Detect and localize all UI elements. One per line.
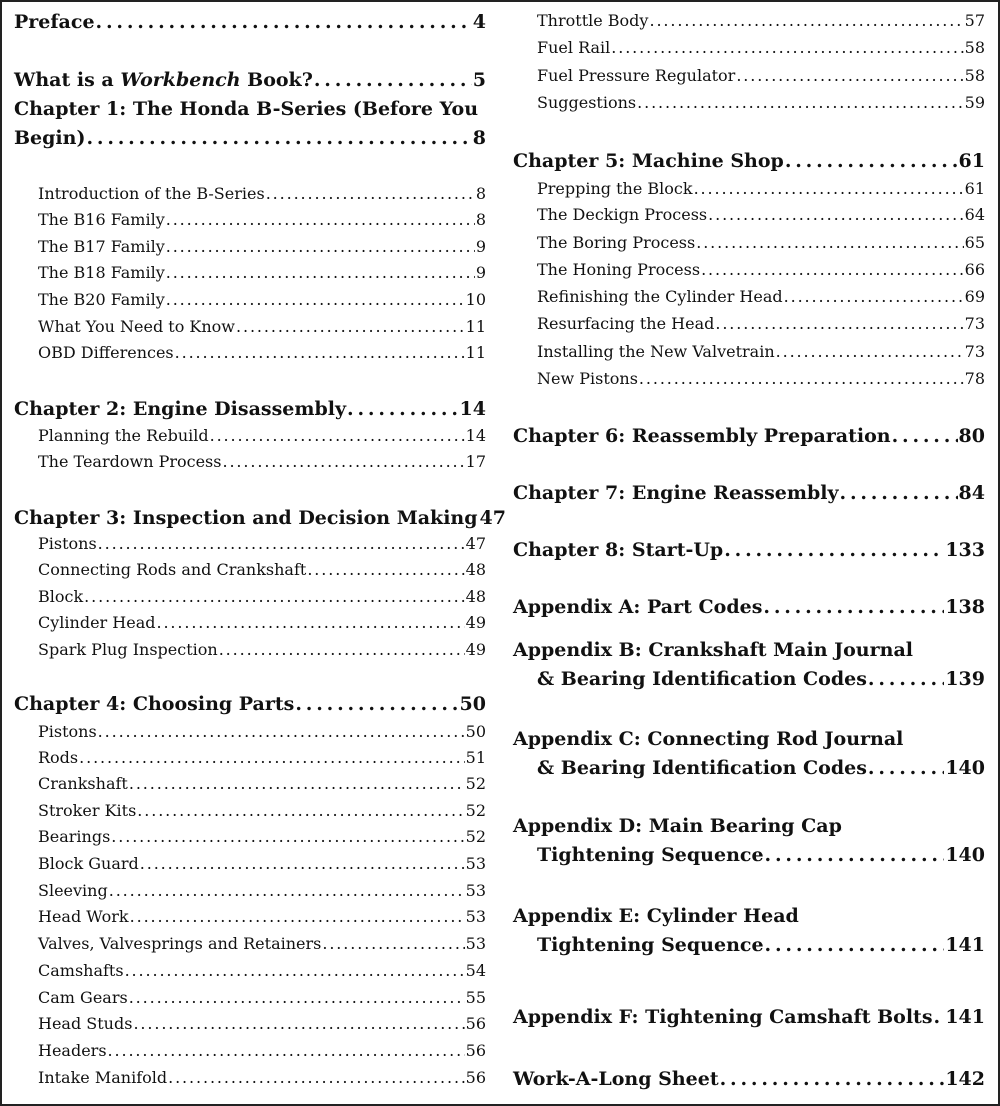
page-number: 9: [475, 237, 486, 256]
toc-entry-line[interactable]: [513, 481, 985, 505]
toc-entry-line[interactable]: [38, 316, 486, 338]
toc-entry-title: Throttle Body: [537, 11, 649, 30]
page-number: 48: [465, 560, 486, 579]
page-number: 65: [964, 233, 985, 252]
page-number: 10: [465, 290, 486, 309]
dot-leader: [295, 692, 458, 716]
dot-leader: [765, 843, 945, 867]
dot-leader: [784, 286, 964, 308]
toc-entry-title: Installing the New Valvetrain: [537, 342, 775, 361]
toc-entry-title: The B18 Family: [38, 263, 165, 282]
dot-leader: [765, 933, 945, 957]
toc-entry-title: Chapter 6: Reassembly Preparation: [513, 425, 891, 447]
toc-entry-line[interactable]: [38, 451, 486, 473]
dot-leader: [736, 65, 963, 87]
page-number: 53: [465, 907, 486, 926]
toc-entry-title: Chapter 2: Engine Disassembly: [14, 398, 347, 420]
toc-entry-line[interactable]: [38, 342, 486, 364]
dot-leader: [868, 667, 944, 691]
dot-leader: [892, 424, 958, 448]
dot-leader: [266, 183, 475, 205]
toc-entry-line[interactable]: [38, 987, 486, 1009]
toc-entry-title: Resurfacing the Head: [537, 314, 715, 333]
toc-entry-line[interactable]: [38, 880, 486, 902]
toc-entry-title: What You Need to Know: [38, 317, 235, 336]
toc-entry-title: Chapter 3: Inspection and Decision Making: [14, 507, 478, 529]
dot-leader: [236, 316, 465, 338]
dot-leader: [166, 289, 465, 311]
page-number: 9: [475, 263, 486, 282]
toc-entry-title: Appendix A: Part Codes: [513, 596, 763, 618]
page-number: 47: [465, 534, 486, 553]
dot-leader: [696, 232, 963, 254]
toc-entry-title: Pistons: [38, 722, 97, 741]
toc-entry-title-line1: Appendix D: Main Bearing Cap: [513, 815, 842, 837]
page-number: 49: [465, 640, 486, 659]
toc-entry-line[interactable]: [537, 843, 985, 867]
toc-entry-line[interactable]: [537, 178, 985, 200]
toc-entry-line[interactable]: [38, 1013, 486, 1035]
toc-entry-line[interactable]: [38, 289, 486, 311]
page-number: 66: [964, 260, 985, 279]
toc-entry-title: The B16 Family: [38, 210, 165, 229]
toc-entry-line[interactable]: [38, 425, 486, 447]
toc-entry-title: OBD Differences: [38, 343, 174, 362]
toc-entry-line[interactable]: [38, 933, 486, 955]
toc-entry-title: & Bearing Identification Codes: [537, 668, 867, 690]
dot-leader: [637, 92, 964, 114]
page-number: 133: [945, 539, 985, 561]
toc-entry-line[interactable]: [14, 506, 506, 530]
dot-leader: [140, 853, 465, 875]
toc-entry-title: The Deckign Process: [537, 205, 708, 224]
dot-leader: [720, 1067, 945, 1091]
dot-leader: [86, 126, 471, 150]
dot-leader: [166, 209, 475, 231]
toc-entry-title: Head Studs: [38, 1014, 133, 1033]
toc-entry-title: Cam Gears: [38, 988, 128, 1007]
toc-entry-title: Block Guard: [38, 854, 139, 873]
toc-entry-title: Chapter 4: Choosing Parts: [14, 693, 295, 715]
page-number: 11: [465, 317, 486, 336]
toc-entry-line[interactable]: [537, 65, 985, 87]
toc-entry-line[interactable]: [38, 960, 486, 982]
page-number: 8: [475, 210, 486, 229]
toc-entry-line[interactable]: [38, 559, 486, 581]
page-number: 140: [945, 757, 985, 779]
toc-entry-line[interactable]: [14, 68, 486, 92]
toc-entry-line[interactable]: [537, 313, 985, 335]
page-number: 56: [465, 1014, 486, 1033]
dot-leader: [934, 1005, 945, 1029]
toc-entry-line[interactable]: [38, 826, 486, 848]
toc-entry-line[interactable]: [537, 92, 985, 114]
page-number: 52: [465, 827, 486, 846]
toc-entry-title: Head Work: [38, 907, 129, 926]
page-number: 73: [964, 342, 985, 361]
dot-leader: [109, 880, 465, 902]
toc-entry-line[interactable]: [537, 933, 985, 957]
dot-leader: [222, 451, 464, 473]
toc-entry-title: New Pistons: [537, 369, 638, 388]
toc-entry-title-line1: Appendix B: Crankshaft Main Journal: [513, 639, 913, 661]
toc-entry-line[interactable]: [14, 397, 486, 421]
toc-entry-title: Stroker Kits: [38, 801, 137, 820]
toc-entry-line[interactable]: [14, 692, 486, 716]
dot-leader: [166, 236, 475, 258]
toc-entry-title: Tightening Sequence: [537, 844, 764, 866]
dot-leader: [785, 149, 958, 173]
dot-leader: [175, 342, 465, 364]
toc-entry-title: Camshafts: [38, 961, 124, 980]
dot-leader: [724, 538, 944, 562]
page-number: 4: [472, 11, 486, 33]
toc-entry-line[interactable]: [38, 209, 486, 231]
page-number: 55: [465, 988, 486, 1007]
toc-entry-line[interactable]: [513, 538, 985, 562]
dot-leader: [219, 639, 465, 661]
toc-entry-title: Fuel Rail: [537, 38, 611, 57]
page-number: 53: [465, 881, 486, 900]
toc-entry-title: Suggestions: [537, 93, 637, 112]
toc-entry-line[interactable]: [513, 424, 985, 448]
toc-entry-line[interactable]: [537, 232, 985, 254]
page-number: 73: [964, 314, 985, 333]
dot-leader: [314, 68, 472, 92]
dot-leader: [108, 1040, 465, 1062]
dot-leader: [129, 987, 465, 1009]
toc-entry-line[interactable]: [537, 368, 985, 390]
dot-leader: [210, 425, 465, 447]
toc-entry-title: Fuel Pressure Regulator: [537, 66, 736, 85]
dot-leader: [98, 533, 465, 555]
toc-entry-title: Appendix F: Tightening Camshaft Bolts: [513, 1006, 933, 1028]
page-number: 53: [465, 854, 486, 873]
page-number: 64: [964, 205, 985, 224]
toc-entry-title-emphasis: Workbench: [120, 69, 241, 91]
toc-entry-title: Planning the Rebuild: [38, 426, 209, 445]
dot-leader: [137, 800, 464, 822]
dot-leader: [763, 595, 944, 619]
dot-leader: [322, 933, 464, 955]
page-number: 138: [945, 596, 985, 618]
toc-entry-line[interactable]: [537, 10, 985, 32]
page-number: 80: [958, 425, 985, 447]
page-number: 5: [472, 69, 486, 91]
dot-leader: [868, 756, 944, 780]
toc-entry-line[interactable]: [513, 1067, 985, 1091]
page-number: 52: [465, 774, 486, 793]
toc-entry-title: Crankshaft: [38, 774, 128, 793]
toc-entry-line[interactable]: [537, 667, 985, 691]
toc-entry-title: Begin): [14, 127, 86, 149]
dot-leader: [96, 10, 472, 34]
toc-entry-title: Pistons: [38, 534, 97, 553]
page-number: 142: [945, 1068, 985, 1090]
page-number: 54: [465, 961, 486, 980]
page-number: 52: [465, 801, 486, 820]
dot-leader: [639, 368, 964, 390]
toc-entry-line[interactable]: [38, 747, 486, 769]
page-number: 57: [964, 11, 985, 30]
page-number: 50: [465, 722, 486, 741]
toc-entry-title: Rods: [38, 748, 79, 767]
toc-entry-line[interactable]: [38, 586, 486, 608]
toc-entry-line[interactable]: [537, 341, 985, 363]
toc-entry-title-line1: Chapter 1: The Honda B-Series (Before You: [14, 98, 479, 120]
dot-leader: [715, 313, 963, 335]
page-number: 56: [465, 1068, 486, 1087]
dot-leader: [307, 559, 464, 581]
toc-entry-title-line1: Appendix E: Cylinder Head: [513, 905, 799, 927]
toc-entry-title: Preface: [14, 11, 95, 33]
page-number: 69: [964, 287, 985, 306]
toc-entry-title: Block: [38, 587, 84, 606]
page-number: 11: [465, 343, 486, 362]
page-number: 47: [479, 507, 506, 529]
toc-entry-title: Chapter 7: Engine Reassembly: [513, 482, 839, 504]
toc-entry-title: The B20 Family: [38, 290, 165, 309]
dot-leader: [611, 37, 963, 59]
toc-entry-title: What is a Workbench Book?: [14, 69, 313, 91]
dot-leader: [156, 612, 464, 634]
toc-entry-title: The Boring Process: [537, 233, 696, 252]
page-number: 49: [465, 613, 486, 632]
dot-leader: [168, 1067, 465, 1089]
toc-entry-title: Intake Manifold: [38, 1068, 168, 1087]
dot-leader: [840, 481, 958, 505]
toc-entry-line[interactable]: [38, 853, 486, 875]
toc-entry-title: Tightening Sequence: [537, 934, 764, 956]
toc-entry-title: The Honing Process: [537, 260, 701, 279]
toc-entry-title: Prepping the Block: [537, 179, 693, 198]
toc-entry-line[interactable]: [513, 149, 985, 173]
dot-leader: [130, 906, 465, 928]
toc-entry-line[interactable]: [38, 639, 486, 661]
dot-leader: [166, 262, 475, 284]
page-number: 78: [964, 369, 985, 388]
page-number: 48: [465, 587, 486, 606]
page-number: 58: [964, 66, 985, 85]
page-number: 51: [465, 748, 486, 767]
dot-leader: [649, 10, 963, 32]
toc-entry-title: Chapter 8: Start-Up: [513, 539, 724, 561]
page-number: 17: [465, 452, 486, 471]
toc-entry-line[interactable]: [537, 756, 985, 780]
toc-entry-line[interactable]: [14, 10, 486, 34]
dot-leader: [125, 960, 465, 982]
toc-entry-title: Connecting Rods and Crankshaft: [38, 560, 307, 579]
page-number: 58: [964, 38, 985, 57]
page-number: 141: [945, 1006, 985, 1028]
toc-entry-title: & Bearing Identification Codes: [537, 757, 867, 779]
toc-entry-line[interactable]: [38, 262, 486, 284]
dot-leader: [79, 747, 465, 769]
toc-entry-line[interactable]: [38, 800, 486, 822]
dot-leader: [129, 773, 465, 795]
page-number: 59: [964, 93, 985, 112]
page-number: 8: [472, 127, 486, 149]
toc-entry-line[interactable]: [38, 1040, 486, 1062]
toc-entry-line[interactable]: [513, 595, 985, 619]
toc-entry-line[interactable]: [537, 259, 985, 281]
toc-entry-title: Bearings: [38, 827, 111, 846]
toc-entry-title: Chapter 5: Machine Shop: [513, 150, 784, 172]
toc-entry-line[interactable]: [38, 236, 486, 258]
page-number: 61: [964, 179, 985, 198]
toc-entry-line[interactable]: [38, 183, 486, 205]
page-number: 53: [465, 934, 486, 953]
toc-entry-line[interactable]: [38, 721, 486, 743]
toc-entry-title: The B17 Family: [38, 237, 165, 256]
dot-leader: [111, 826, 464, 848]
dot-leader: [708, 204, 964, 226]
toc-entry-line[interactable]: [38, 773, 486, 795]
toc-entry-title: Headers: [38, 1041, 107, 1060]
toc-entry-line[interactable]: [38, 1067, 486, 1089]
page-number: 61: [958, 150, 985, 172]
dot-leader: [84, 586, 464, 608]
toc-entry-title: Introduction of the B-Series: [38, 184, 265, 203]
page-number: 139: [945, 668, 985, 690]
toc-entry-line[interactable]: [38, 533, 486, 555]
page-number: 84: [958, 482, 985, 504]
toc-entry-title: Spark Plug Inspection: [38, 640, 218, 659]
toc-entry-title: Sleeving: [38, 881, 108, 900]
dot-leader: [347, 397, 459, 421]
page-number: 14: [459, 398, 486, 420]
toc-entry-title: The Teardown Process: [38, 452, 222, 471]
page-number: 14: [465, 426, 486, 445]
toc-entry-line[interactable]: [537, 204, 985, 226]
toc-entry-title: Refinishing the Cylinder Head: [537, 287, 783, 306]
toc-entry-line[interactable]: [38, 612, 486, 634]
toc-entry-title: Valves, Valvesprings and Retainers: [38, 934, 322, 953]
dot-leader: [701, 259, 964, 281]
toc-entry-title-line1: Appendix C: Connecting Rod Journal: [513, 728, 904, 750]
page-number: 141: [945, 934, 985, 956]
toc-entry-title: Cylinder Head: [38, 613, 156, 632]
toc-entry-line[interactable]: [38, 906, 486, 928]
toc-entry-line[interactable]: [537, 286, 985, 308]
page-number: 140: [945, 844, 985, 866]
dot-leader: [694, 178, 964, 200]
toc-entry-line[interactable]: [537, 37, 985, 59]
page-number: 50: [459, 693, 486, 715]
page-number: 56: [465, 1041, 486, 1060]
dot-leader: [133, 1013, 464, 1035]
toc-entry-line[interactable]: [513, 1005, 985, 1029]
toc-entry-line[interactable]: [14, 126, 486, 150]
dot-leader: [776, 341, 964, 363]
page-number: 8: [475, 184, 486, 203]
toc-entry-title: Work-A-Long Sheet: [513, 1068, 719, 1090]
dot-leader: [98, 721, 465, 743]
